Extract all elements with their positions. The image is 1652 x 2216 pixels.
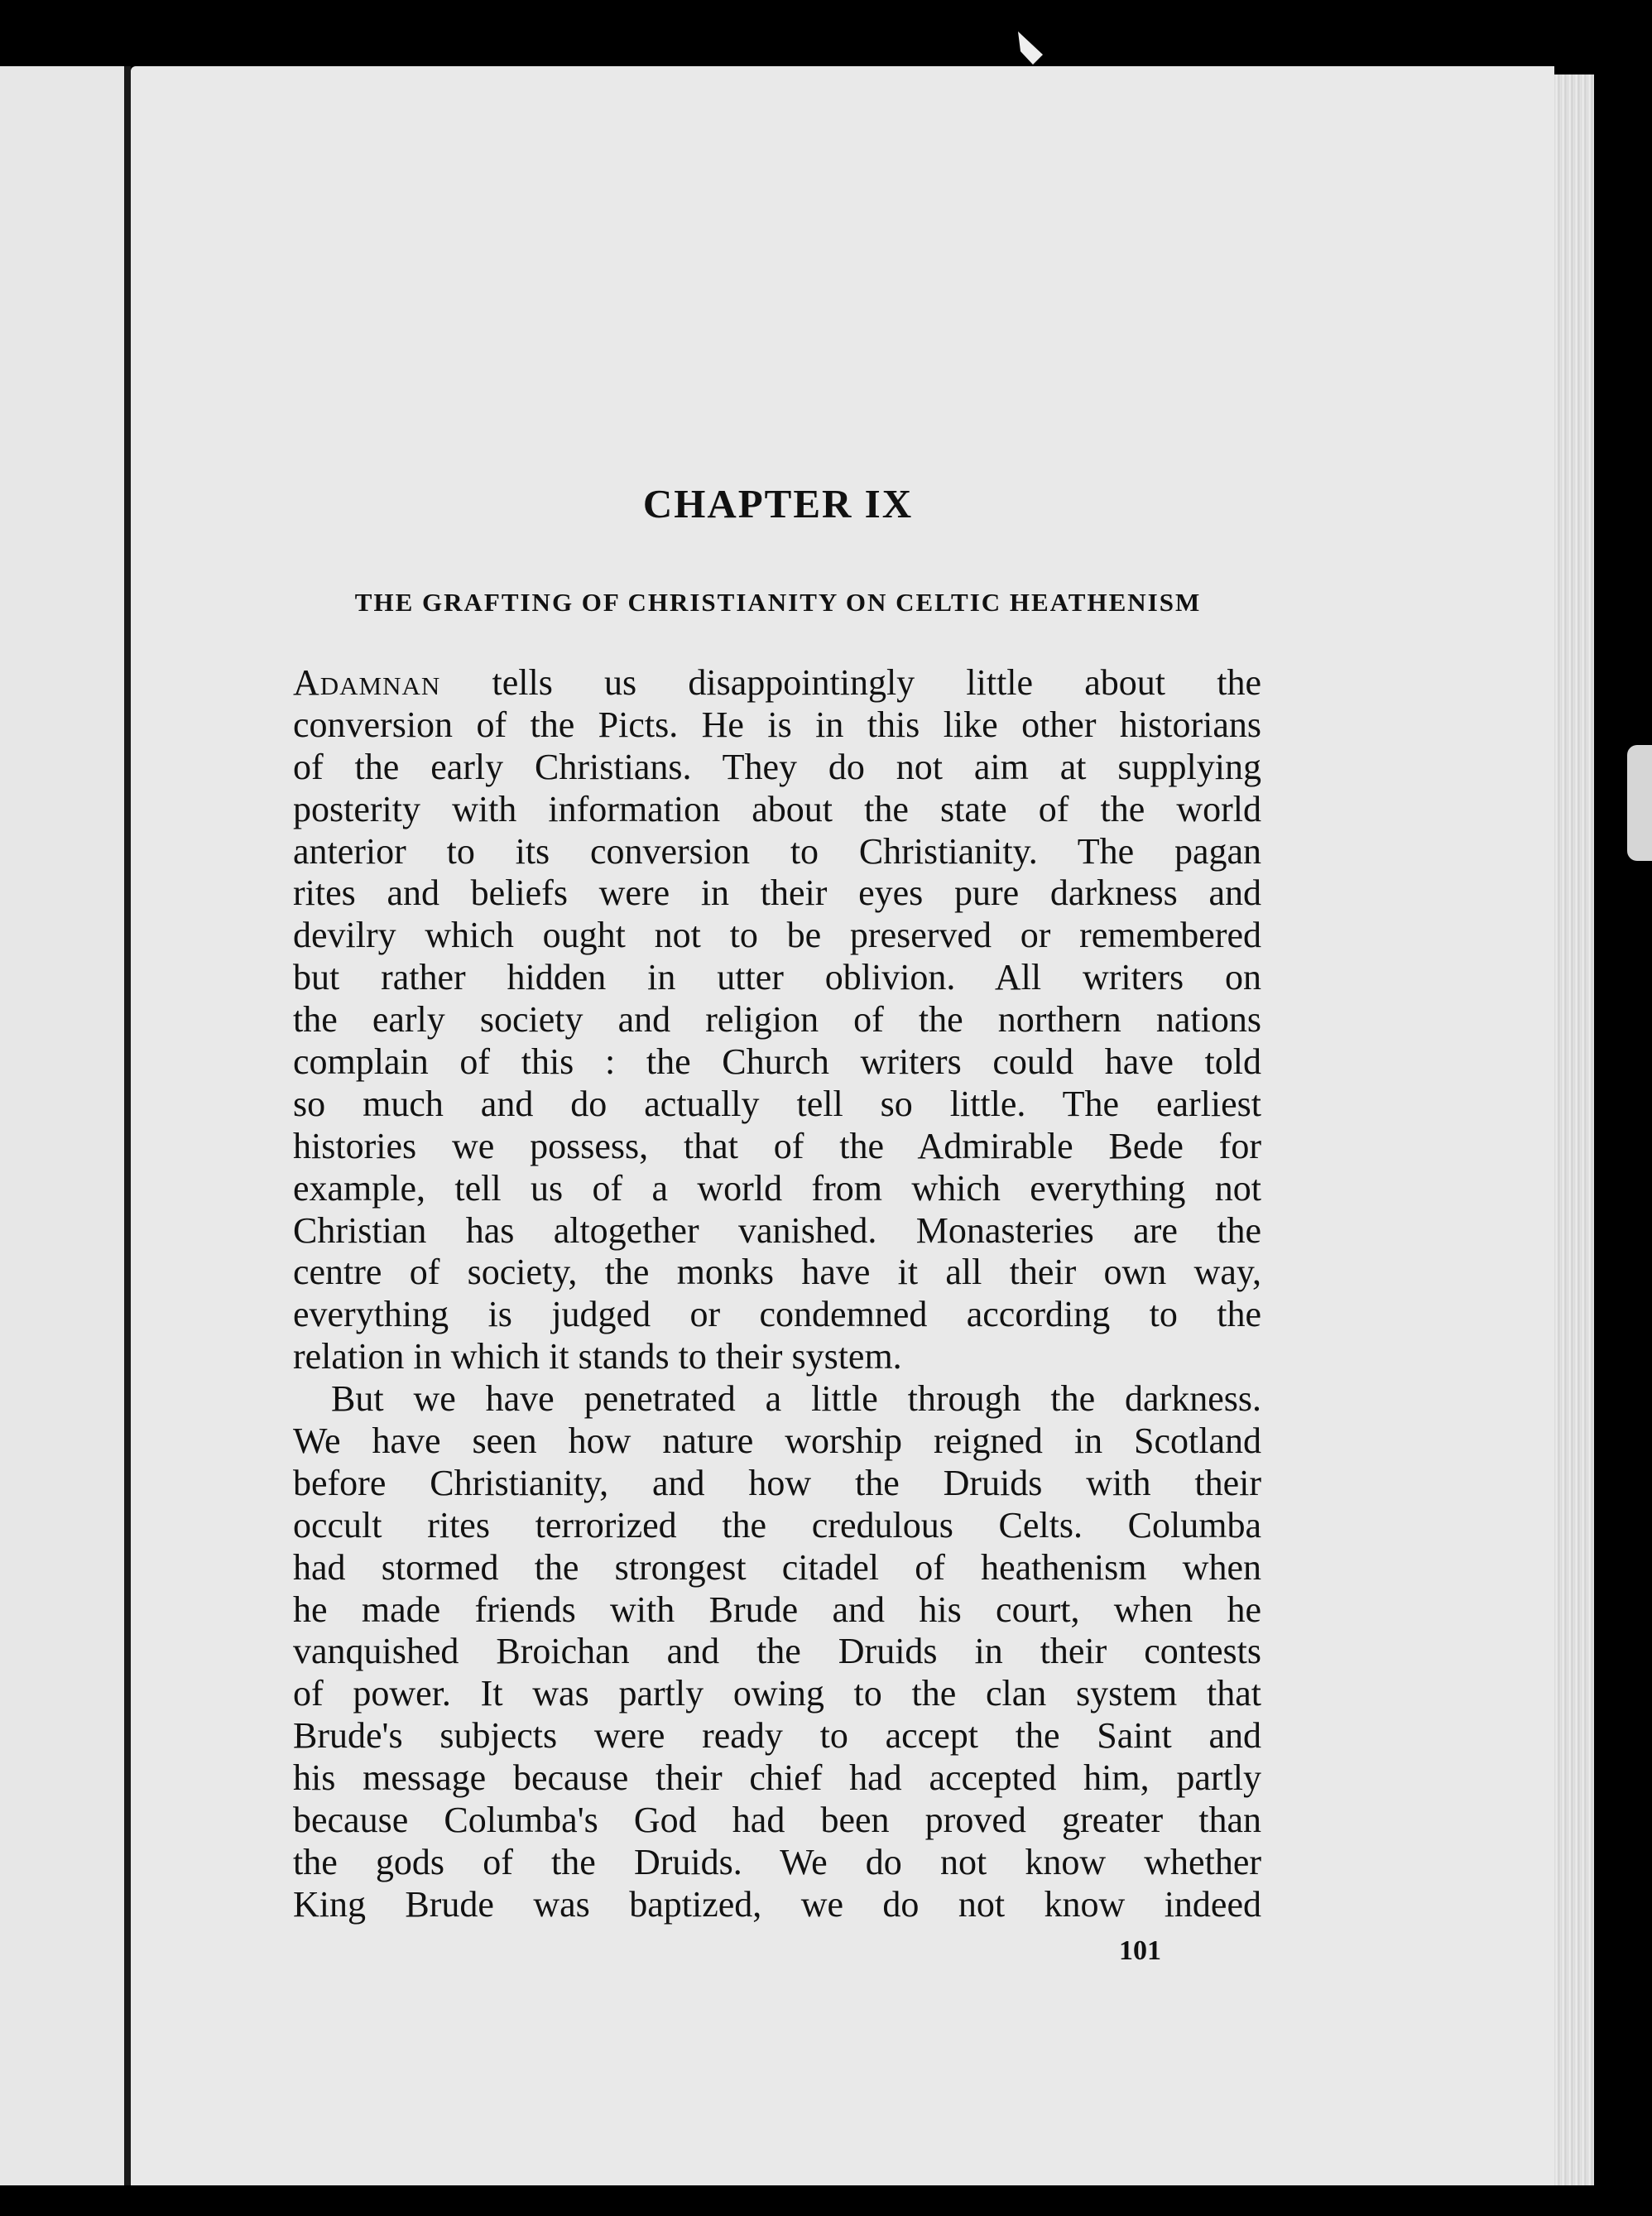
text-line: relation in which it stands to their system.	[293, 1336, 902, 1377]
right-dark-border	[1594, 75, 1652, 2216]
text-line: conversion of the Picts. He is in this like other historians	[293, 704, 1261, 745]
text-line: Brude's subjects were ready to accept the Saint and	[293, 1715, 1261, 1757]
text-line: King Brude was baptized, we do not know indeed	[293, 1883, 1261, 1925]
text-line: he made friends with Brude and his court, when he	[293, 1589, 1261, 1630]
text-line: centre of society, the monks have it all their own way,	[293, 1252, 1261, 1293]
text-line: devilry which ought not to be preserved or remembered	[293, 915, 1261, 956]
page-number: 101	[1119, 1935, 1161, 1966]
body-text	[293, 662, 1261, 1926]
text-line: vanquished Broichan and the Druids in their contests	[293, 1631, 1261, 1672]
text-line: before Christianity, and how the Druids with their	[293, 1462, 1261, 1503]
book-gutter	[124, 66, 131, 2185]
text-line: complain of this : the Church writers could have told	[293, 1041, 1261, 1083]
text-line: histories we possess, that of the Admirable Bede for	[293, 1125, 1261, 1166]
text-line-rest: tells us disappointingly little about the	[440, 662, 1261, 703]
text-line: example, tell us of a world from which everything not	[293, 1167, 1261, 1209]
text-line: the early society and religion of the northern nations	[293, 999, 1261, 1041]
text-line: We have seen how nature worship reigned in Scotland	[293, 1420, 1261, 1462]
text-line: but rather hidden in utter oblivion. All writers on	[293, 957, 1261, 998]
text-line: Christian has altogether vanished. Monasteries are the	[293, 1209, 1261, 1251]
page-stack-edge	[1554, 75, 1594, 2185]
chapter-title: CHAPTER IX	[642, 481, 914, 526]
left-page-edge	[0, 66, 124, 2185]
text-line: because Columba's God had been proved greater than	[293, 1800, 1261, 1841]
text-line: the gods of the Druids. We do not know whether	[293, 1841, 1261, 1882]
text-line: of power. It was partly owing to the clan system that	[293, 1673, 1261, 1714]
text-line: occult rites terrorized the credulous Celts. Columba	[293, 1504, 1261, 1545]
text-line: But we have penetrated a little through the darkness.	[331, 1378, 1261, 1420]
text-line: had stormed the strongest citadel of heathenism when	[293, 1546, 1261, 1588]
first-word: Adamnan	[293, 662, 441, 703]
text-line: his message because their chief had accepted him, partly	[293, 1757, 1261, 1799]
chapter-subtitle: THE GRAFTING OF CHRISTIANITY ON CELTIC HEATHENISM	[354, 588, 1202, 617]
text-line	[293, 662, 1261, 704]
text-line: of the early Christians. They do not aim at supplying	[293, 746, 1261, 787]
text-line: anterior to its conversion to Christianity. The pagan	[293, 830, 1261, 872]
text-line: posterity with information about the state of the world	[293, 788, 1261, 829]
text-line: so much and do actually tell so little. The earliest	[293, 1083, 1261, 1124]
text-line: everything is judged or condemned according to the	[293, 1294, 1261, 1335]
text-line: rites and beliefs were in their eyes pure darkness and	[293, 872, 1261, 914]
right-page-tab	[1627, 745, 1652, 861]
